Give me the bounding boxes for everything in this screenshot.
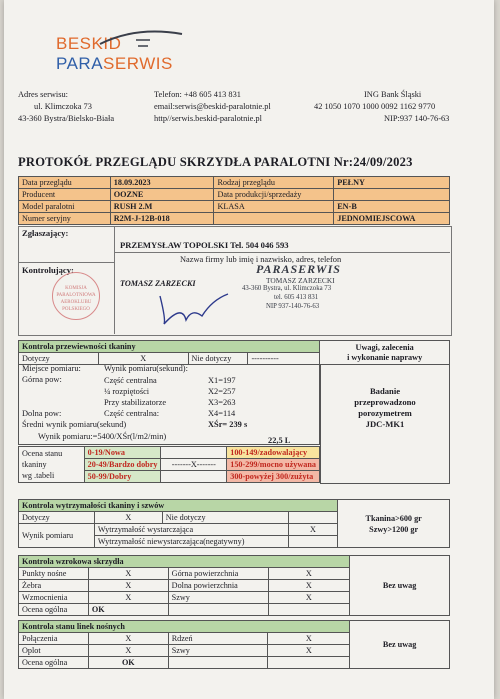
service-phone: Telefon: +48 605 413 831: [154, 90, 241, 99]
controller-label: Kontrolujący:: [22, 265, 74, 275]
lower-label: Dolna pow:: [22, 409, 62, 418]
notes-title: Uwagi, zalecenia i wykonanie naprawy: [320, 341, 450, 365]
info-value: R2M-J-12B-018: [110, 213, 214, 225]
measure-c3: Przy stabilizatorze: [104, 398, 167, 407]
structure-empty: [168, 604, 268, 616]
protocol-sheet: [4, 0, 494, 699]
rating-label: Ocena stanu tkaniny wg .tabeli: [19, 447, 85, 483]
aeroclub-stamp: KOMISJA PARALOTNIOWA AEROKLUBU POLSKIEGO: [52, 272, 100, 320]
structure-mark: X: [88, 580, 168, 592]
applicant-value: PRZEMYSŁAW TOPOLSKI Tel. 504 046 593: [120, 240, 289, 250]
service-address-label: Adres serwisu:: [18, 90, 69, 99]
strength-table: [18, 499, 450, 548]
info-row: [19, 189, 450, 201]
seal-address: 43-360 Bystra, ul. Klimczoka 73: [242, 285, 332, 292]
strength-header: Kontrola wytrzymałości tkaniny i szwów: [19, 500, 338, 512]
lines-mark: X: [268, 633, 350, 645]
measure-c1: Część centralna: [104, 376, 157, 385]
info-value: RUSH 2.M: [110, 201, 214, 213]
structure-mark: X: [268, 592, 350, 604]
strength-applicable-mark: X: [94, 512, 162, 524]
lines-mark: X: [268, 645, 350, 657]
info-value: PEŁNY: [334, 177, 450, 189]
applicable-mark: X: [98, 353, 188, 365]
strength-result-label: Wynik pomiaru: [19, 524, 95, 548]
info-label: Rodzaj przeglądu: [214, 177, 334, 189]
measure-v1: X1=197: [208, 376, 236, 385]
rating-empty: [161, 447, 227, 459]
formula-label: Wynik pomiaru:=5400/XŚr(l/m2/min): [38, 432, 167, 441]
measure-c2: ¼ rozpiętości: [104, 387, 150, 396]
measure-c4: Część centralna:: [104, 409, 160, 418]
inspection-info-table: [18, 176, 450, 225]
seal-person: TOMASZ ZARZECKI: [266, 276, 335, 285]
porosity-notes: [320, 364, 450, 484]
info-label: Producent: [19, 189, 111, 201]
structure-mark: X: [268, 568, 350, 580]
structure-mark: X: [88, 568, 168, 580]
average-value: XŚr= 239 s: [208, 420, 248, 429]
measure-v4: X4=114: [208, 409, 236, 418]
info-label: [214, 213, 334, 225]
lines-note: Bez uwag: [350, 621, 450, 669]
structure-overall-value: OK: [88, 604, 168, 616]
seal-name: PARASERWIS: [256, 262, 341, 276]
rating-new: 0-19/Nowa: [84, 447, 161, 459]
strength-sufficient-mark: X: [288, 524, 338, 536]
info-value: JEDNOMIEJSCOWA: [334, 213, 450, 225]
applicant-underline: [114, 252, 450, 253]
formula-value: 22,5 L: [268, 436, 291, 445]
not-applicable-mark: ----------: [248, 353, 320, 365]
lines-overall-value: OK: [88, 657, 168, 669]
info-row: [19, 213, 450, 225]
structure-mark: X: [88, 592, 168, 604]
rating-mark: -------X-------: [161, 459, 227, 471]
seal-nip: NIP 937-140-76-63: [266, 303, 320, 310]
rating-empty: [161, 471, 227, 483]
controller-value: TOMASZ ZARZECKI: [120, 279, 196, 288]
structure-item: Szwy: [168, 592, 268, 604]
applicable-label: Dotyczy: [19, 353, 99, 365]
lines-item: Rdzeń: [168, 633, 268, 645]
lines-empty: [168, 657, 268, 669]
info-label: KLASA: [214, 201, 334, 213]
strength-insufficient: Wytrzymałość niewystarczająca(negatywny): [94, 536, 288, 548]
structure-item: Górna powierzchnia: [168, 568, 268, 580]
parties-divider-h: [18, 262, 114, 263]
structure-item: Punkty nośne: [19, 568, 89, 580]
seal-tel: tel. 605 413 831: [274, 294, 319, 301]
lines-overall-label: Ocena ogólna: [19, 657, 89, 669]
not-applicable-label: Nie dotyczy: [188, 353, 248, 365]
info-row: [19, 201, 450, 213]
info-value: [334, 189, 450, 201]
porosity-header: Kontrola przewiewności tkaniny: [19, 341, 320, 353]
porosity-measure-frame: [18, 364, 320, 445]
info-row: [19, 177, 450, 189]
upper-label: Górna pow:: [22, 375, 62, 384]
structure-note: Bez uwag: [350, 556, 450, 616]
lines-item: Szwy: [168, 645, 268, 657]
measure-v3: X3=263: [208, 398, 236, 407]
rating-worn: 300-powyżej 300/zużyta: [227, 471, 320, 483]
strength-empty: [288, 512, 338, 524]
protocol-title: PROTOKÓŁ PRZEGLĄDU SKRZYDŁA PARALOTNI Nr:24/09/2023: [18, 155, 413, 169]
lines-empty: [268, 657, 350, 669]
info-label: Data produkcji/sprzedaży: [214, 189, 334, 201]
logo-paraserwis: PARASERWIS: [56, 54, 173, 73]
applicant-label: Zgłaszający:: [22, 228, 69, 238]
strength-not-applicable-label: Nie dotyczy: [162, 512, 288, 524]
info-label: Model paralotni: [19, 201, 111, 213]
nip-number: NIP:937 140-76-63: [384, 114, 450, 123]
structure-item: Dolna powierzchnia: [168, 580, 268, 592]
info-value: OOZNE: [110, 189, 214, 201]
structure-item: Żebra: [19, 580, 89, 592]
notes-line: przeprowadzono: [354, 397, 416, 407]
parties-divider: [114, 226, 115, 334]
measure-v2: X2=257: [208, 387, 236, 396]
logo-beskid: BESKID: [56, 34, 122, 53]
info-label: Data przeglądu: [19, 177, 111, 189]
info-label: Numer seryjny: [19, 213, 111, 225]
service-address-line2: 43-360 Bystra/Bielsko-Biała: [18, 114, 115, 123]
place-label: Miejsce pomiaru:: [22, 364, 81, 373]
notes-line: Badanie: [369, 386, 401, 396]
structure-overall-label: Ocena ogólna: [19, 604, 89, 616]
rating-good: 50-99/Dobry: [84, 471, 161, 483]
result-label: Wynik pomiaru(sekund):: [104, 364, 188, 373]
strength-notes: Tkanina>600 gr Szwy>1200 gr: [338, 500, 450, 548]
lines-header: Kontrola stanu linek nośnych: [19, 621, 350, 633]
signature-icon: [152, 290, 232, 330]
structure-table: [18, 555, 450, 616]
applicant-note: Nazwa firmy lub imię i nazwisko, adres, telefon: [180, 255, 342, 264]
notes-line: JDC-MK1: [365, 419, 405, 429]
rating-table: [18, 446, 320, 483]
rating-used: 150-299/mocno używana: [227, 459, 320, 471]
lines-item: Połączenia: [19, 633, 89, 645]
service-website[interactable]: http//serwis.beskid-paralotnie.pl: [154, 114, 262, 123]
bank-name: ING Bank Śląski: [364, 90, 422, 99]
porosity-table: [18, 340, 450, 365]
structure-mark: X: [268, 580, 350, 592]
rating-very-good: 20-49/Bardzo dobry: [84, 459, 161, 471]
average-label: Średni wynik pomiaru(sekund): [22, 420, 127, 429]
lines-mark: X: [88, 633, 168, 645]
notes-line: porozymetrem: [358, 408, 412, 418]
lines-mark: X: [88, 645, 168, 657]
logo-swoosh-icon: [96, 26, 186, 56]
rating-satisfactory: 100-149/zadowalający: [227, 447, 320, 459]
bank-account: 42 1050 1070 1000 0092 1162 9770: [314, 102, 436, 111]
info-value: 18.09.2023: [110, 177, 214, 189]
strength-empty: [288, 536, 338, 548]
service-email[interactable]: email:serwis@beskid-paralotnie.pl: [154, 102, 271, 111]
structure-header: Kontrola wzrokowa skrzydła: [19, 556, 350, 568]
strength-applicable-label: Dotyczy: [19, 512, 95, 524]
strength-sufficient: Wytrzymałość wystarczająca: [94, 524, 288, 536]
service-address-line1: ul. Klimczoka 73: [34, 102, 92, 111]
structure-empty: [268, 604, 350, 616]
lines-table: [18, 620, 450, 669]
lines-item: Oplot: [19, 645, 89, 657]
structure-item: Wzmocnienia: [19, 592, 89, 604]
info-value: EN-B: [334, 201, 450, 213]
